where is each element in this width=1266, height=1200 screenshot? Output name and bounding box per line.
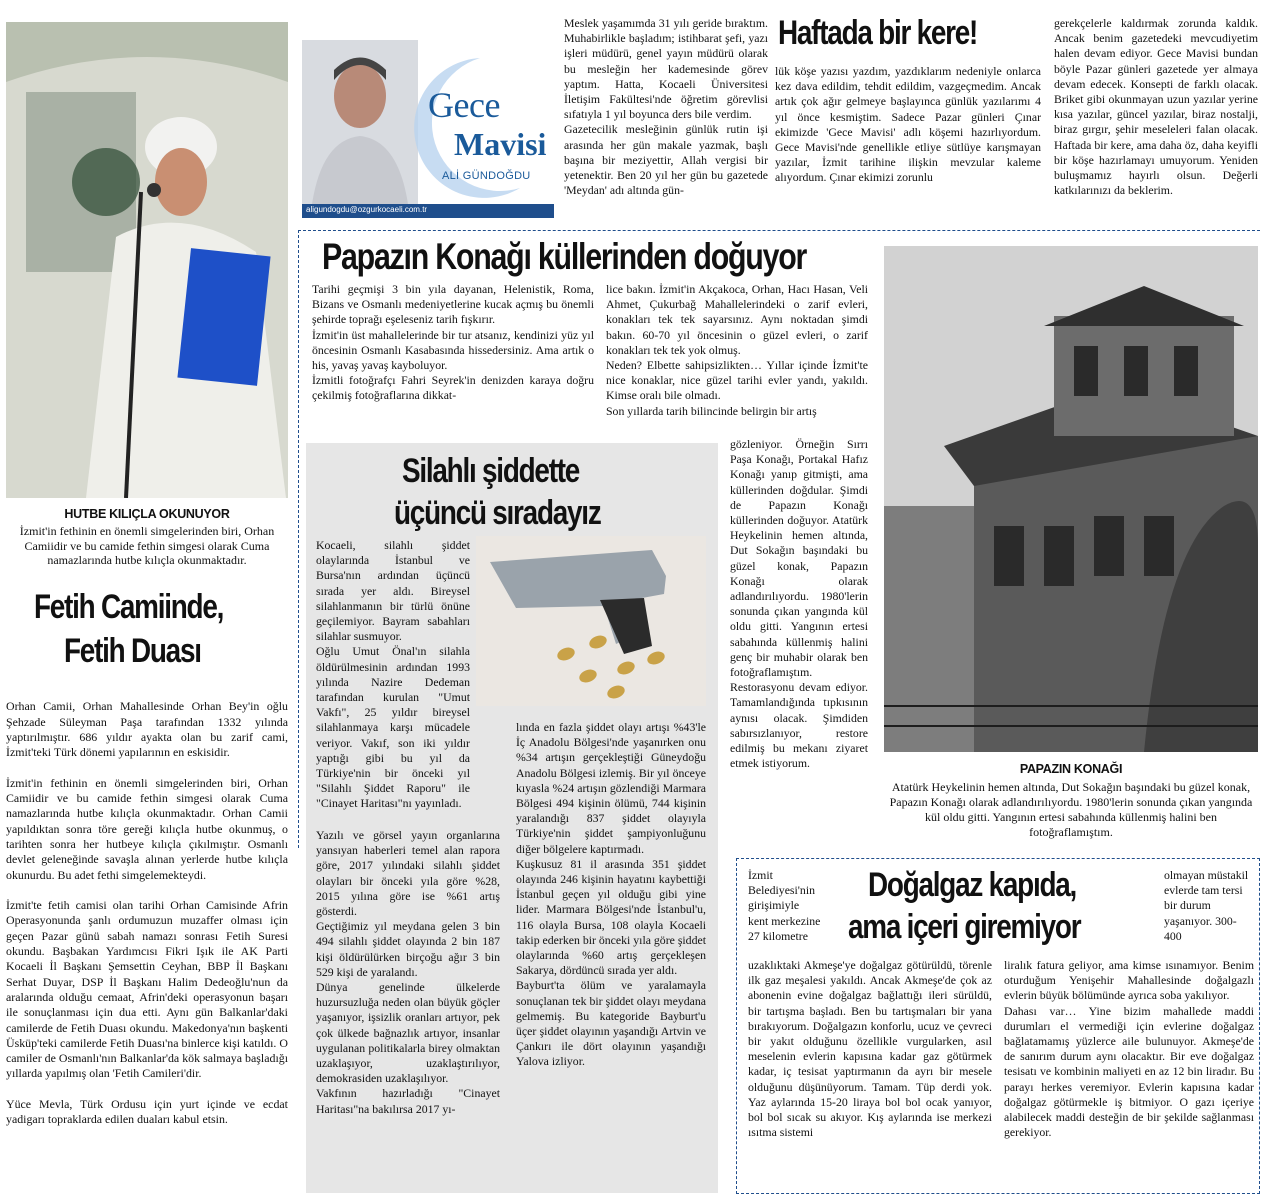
silah-text-col1-bottom: Yazılı ve görsel yayın organlarına yansıyan haberleri temel alan rapora göre, 2017 yılındaki silahlı şiddet olayları bir önceki yıla göre %28, 2015 yılına göre ise %61 artış gösterdi. Geçtiğimiz yıl meydana gelen 3 bin 494 silahlı şiddet olayında 2 bin 187 kişi öldürülürken birçoğu ağır 3 bin 529 kişi de yaralandı. Dünya genelinde ülkelerde huzursuzluğa neden olan büyük göçler yaşanıyor, işsizlik oranları artıyor, pek çok ülkede bağnazlık artıyor, insanlar uygulanan politikalarla birey olmaktan uzaklaşıyor, uzaklaştırılıyor, demokrasiden uzaklaşılıyor. Vakfının hazırladığı "Cinayet Haritası"na bakılırsa 2017 yı- [316,828,500,1116]
papaz-text-col2: lice bakın. İzmit'in Akçakoca, Orhan, Hacı Hasan, Veli Ahmet, Çukurbağ Mahallelerindeki o zarif evleri, konakları tek tek sayarsınız. Aynı noktadan şimdi bakın. 60-70 yıl öncesinin o güzel evleri, o zarif konakları tek tek yok olmuş. Neden? Elbette sahipsizlikten… Yıllar içinde İzmit'te nice konaklar, nice güzel tarihi evler yandı, yakıldı. Kimse oralı bile olmadı. Son yıllarda tarih bilincinde belirgin bir artış [606,282,868,418]
silah-text-col2: lında en fazla şiddet olayı artışı %43'le İç Anadolu Bölgesi'nde yaşanırken onu %34 artışın gerçekleştiği Güneydoğu Anadolu Bölgesi izlemiş. Bir yıl önceye kıyasla %24 artışın gözlendiği Marmara Bölgesi 494 kişinin ölümü, 744 kişinin yaralandığı 837 şiddet olayıyla Türkiye'nin şiddet şampiyonluğunu diğer bölgelere kaptırmadı. Kuşkusuz 81 il arasında 351 şiddet olayında 246 kişinin hayatını kaybettiği İstanbul geçen yıl olduğu gibi yine lider. Marmara Bölgesi'nde İstanbul'u, 116 olayla Bursa, 108 olayla Kocaeli takip ederken bir önceki yıla göre şiddet olaylarında %60 artış gerçekleşen Sakarya, dördüncü sırada yer aldı. Bayburt'ta ölüm ve yaralamayla sonuçlanan tek bir şiddet olayı meydana gelmemiş. Bu kategoride Bayburt'u üçer şiddet olayının yaşandığı Artvin ve Çankırı ile dört olayının yaşandığı Yalova izliyor. [516,720,706,1069]
fetih-paragraph: İzmit'in fethinin en önemli simgelerinden biri, Orhan Camiidir ve bu camide fethin simgesi olarak Cuma namazlarında hutbe kılıçla okunmaktadır. Orhan Camii yapıldıktan sonra töre gereği kılıçla hutbe okunmuş, o tarihten sonra her hutbeye kılıçla çıkılmıştır. Osmanlı devlet geleneğinde savaşla alınan yerlerde hutbe kılıçla okunurdu. Bu adet fethi simgelemekteydi. [6,775,288,882]
papaz-text-col3: gözleniyor. Örneğin Sırrı Paşa Konağı, Portakal Hafız Konağı yanıp gitmişti, ama küllerinden doğdular. Şimdi de Papazın Konağı küllerinden doğuyor. Atatürk Heykelinin hemen altında, Dut Sokağın başındaki bu güzel konak, Papazın Konağı olarak adlandırılıyordu. 1980'lerin sonunda çıkan yangında kül oldu gitti. Yangının ertesi sabahında küllenmiş halini genç bir muhabir olarak ben fotoğraflamıştım. Restorasyonu devam ediyor. Tamamlandığında tıpkısının aynısı olacak. Şimdiden sabırsızlanıyor, restore edilmiş bu mekanı ziyaret etmek istiyorum. [730,437,868,771]
column-header [302,40,554,220]
pistol-icon [476,536,706,706]
column-email-bar [302,204,554,218]
author-photo [302,40,418,204]
fetih-headline-line1: Fetih Camiinde, [34,588,224,626]
papaz-headline: Papazın Konağı küllerinden doğuyor [322,236,807,277]
column-headline: Haftada bir kere! [778,14,978,52]
fetih-paragraph: Yüce Mevla, Türk Ordusu için yurt içinde ve ecdat yadigarı topraklarda edilen duaları kabul etsin. [6,1097,288,1127]
papaz-caption: Atatürk Heykelinin hemen altında, Dut Sokağın başındaki bu güzel konak, Papazın Konağı olarak adlandırılıyordu. 1980'lerin sonunda çıkan yangında kül oldu gitti. Yangının ertesi sabahında küllenmiş halini ben fotoğraflamıştım. [889,780,1253,839]
papaz-konagi-photo [884,246,1258,752]
fetih-headline-line2: Fetih Duası [64,632,201,670]
fetih-paragraph: İzmit'te fetih camisi olan tarihi Orhan Camisinde Afrin Operasyonunda şanlı ordumuzun muzaffer olması için geçen Pazar günü sabah namazı sonrası Fetih Suresi okundu. Başbakan Yardımcısı Fikri Işık ile AK Parti Kocaeli İl Başkanı Şemsettin Ceyhan, BBP İl Başkanı Serhat Duyar, DSP İl Başkanı Halim Dedeoğlu'nun da aralarında olduğu cemaat, Afrin'deki operasyonun başarı ile sonuçlanması için dua etti. Aynı gün Balkanlar'daki camilerde de Fetih Duası okundu. Makedonya'nın başkenti Üsküp'teki camilerde Fetih Duası'na binlerce kişi katıldı. O camiler de Osmanlı'nın Balkanlar'da kök salmaya başladığı yıllarda yapılmış olan 'Fetih Camileri'dir. [6,898,288,1081]
silah-text-col1-top: Kocaeli, silahlı şiddet olaylarında İstanbul ve Bursa'nın ardından üçüncü sırada yer aldı. Bireysel silahlanmanın bir türlü önüne geçilemiyor. Bayram sabahları silahlar susmuyor. Oğlu Umut Önal'ın silahla öldürülmesinin ardından 1993 yılında Nazire Dedeman tarafından kurulan "Umut Vakfı", 25 yıldır bireysel silahlanmaya karşı mücadele veriyor. Vakıf, son iki yıldır yaptığı gibi bu yıl da Türkiye'nin bir önceki yıl "Silahlı Şiddet Raporu" ile "Cinayet Haritası"nı yayınladı. [316,538,470,811]
imam-photo [6,22,288,498]
papaz-caption-title: PAPAZIN KONAĞI [1019,762,1123,776]
dogalgaz-headline-line1: Doğalgaz kapıda, [868,866,1077,904]
column-text-col2: lük köşe yazısı yazdım, yazdıklarım nedeniyle onlarca kez dava edildim, tehdit edildim, vazgeçmedim. Ancak artık çok ağır gelmeye başlayınca günlük yazılarımı 4 yıl önce kesmiştim. Sadece Pazar günleri Çınar ekimizde 'Gece Mavisi' adlı köşemi hazırlıyordum. Gece Mavisi'nde genellikle etliye sütlüye karışmayan yazılar, İzmit tarihine ilişkin mevzular kaleme alıyordum. Çınar ekimizi zorunlu [775,64,1041,185]
pistol-photo [476,536,706,706]
author-illustration [302,40,418,204]
papaz-text-col1: Tarihi geçmişi 3 bin yıla dayanan, Helenistik, Roma, Bizans ve Osmanlı medeniyetlerine kucak açmış bu önemli şehirde toprağı eşeleseniz tarih fışkırır. İzmit'in üst mahallelerinde bir tur atsanız, kendinizi yüz yıl öncesinin Osmanlı Kasabasında hissedersiniz. Ama artık o his, yavaş yavaş kayboluyor. İzmitli fotoğrafçı Fahri Seyrek'in denizden karaya doğru çekilmiş fotoğraflarına dikkat- [312,282,594,403]
mansion-illustration [884,246,1258,752]
hutbe-caption: İzmit'in fethinin en önemli simgelerinden biri, Orhan Camiidir ve bu camide fethin simgesi olarak Cuma namazlarında hutbe kılıçla okunmaktadır. [19,524,275,567]
fetih-article-body [6,684,288,1143]
dogalgaz-text-col1: uzaklıktaki Akmeşe'ye doğalgaz götürüldü, törenle ilk gaz meşalesi yakıldı. Ancak Akmeşe'de çok az abonenin evine doğalgaz bağlattığı ileri sürüldü, bir tartışma başladı. Ben bu tartışmaları bir yana bırakıyorum. Doğalgazın konforlu, ucuz ve çevreci bir yakıt olduğunu özellikle vurgularken, asıl meselenin evlerin kapısına kadar gaz götürmek kadar, iç tesisat yaptırmanın da ayrı bir mesele olduğunu düşünüyorum. Tamam. Tüp derdi yok. Yaz aylarında 15-20 liraya bol bol ocak yanıyor, bol bol sıcak su akıyor. Kış aylarında ise merkezi ısıtma sistemi [748,958,992,1140]
column-title-gece: Gece [428,85,500,125]
dogalgaz-left-top: İzmit Belediyesi'nin girişimiyle kent merkezine 27 kilometre [748,868,821,943]
imam-illustration [6,22,288,498]
dogalgaz-headline-line2: ama içeri giremiyor [848,908,1081,946]
hutbe-caption-title: HUTBE KILIÇLA OKUNUYOR [64,507,230,521]
column-text-col3: gerekçelerle kaldırmak zorunda kaldık. Ancak benim gazetedeki mevcudiyetim halen devam ediyor. Gece Mavisi bundan böyle Pazar günleri gazetede yer almaya devam edecek. Konsepti de farklı olacak. Briket gibi okunmayan uzun yazılar yerine kısa yazılar, güncel yazılar, biraz nostalji, biraz gırgır, şehir meseleleri falan olacak. Haftada bir kere, ama daha öz, daha keyifli bir köşe hazırlamayı umuyorum. Yeniden buluşmamız hayırlı olsun. Değerli katkılarınızı da beklerim. [1054,16,1258,198]
silah-headline-line2: üçüncü sıradayız [394,494,601,532]
dogalgaz-text-col2: liralık fatura geliyor, ama kimse ısınamıyor. Benim oturduğum Yenişehir Mahallesinde doğalgazlı evlerin büyük bölümünde ayrıca soba yakılıyor. Dahası var… Yine bizim mahallede maddi durumları el vermediği için evlerine doğalgaz bağlatamamış yüzlerce aile bulunuyor. Akmeşe'de de sanırım durum aynı olacaktır. Bir eve doğalgaz tesisatı ve kombinin maliyeti en az 12 bin liradır. Bu parayı herkes veremiyor. Evlerin kapısına kadar doğalgaz götürmekle iş bitmiyor. O gazı içeriye alabilecek maddi desteğin de bir şekilde sağlanması gerekiyor. [1004,958,1254,1140]
silah-headline-line1: Silahlı şiddette [402,452,580,490]
dogalgaz-right-top: olmayan müstakil evlerde tam tersi bir durum yaşanıyor. 300-400 [1164,868,1249,943]
fetih-paragraph: Orhan Camii, Orhan Mahallesinde Orhan Bey'in oğlu Şehzade Süleyman Paşa tarafından 1332 yılında yaptırılmıştır. 686 yıldır ayakta olan bu zarif cami, İzmit'teki Türk dönemi yapılarının en eskisidir. [6,699,288,760]
column-author: ALİ GÜNDOĞDU [442,170,531,182]
column-title-mavisi: Mavisi [454,126,547,162]
column-text-col1: Meslek yaşamımda 31 yılı geride bıraktım. Muhabirlikle başladım; istihbarat şefi, yazı işleri müdürü, genel yayın müdürü olarak bu mesleğin her kademesinde görev yaptım. Hatta, Kocaeli Üniversitesi İletişim Fakültesi'nde öğretim görevlisi sıfatıyla 1 yıl boyunca ders bile verdim. Gazetecilik mesleğinin günlük rutin işi arasında her gün makale yazmak, başlı başına bir meziyettir, Allah vergisi bir yetenektir. Ben 20 yıl her gün bu gazetede 'Meydan' adı altında gün- [564,16,768,198]
column-email: aligundogdu@ozgurkocaeli.com.tr [306,205,428,214]
